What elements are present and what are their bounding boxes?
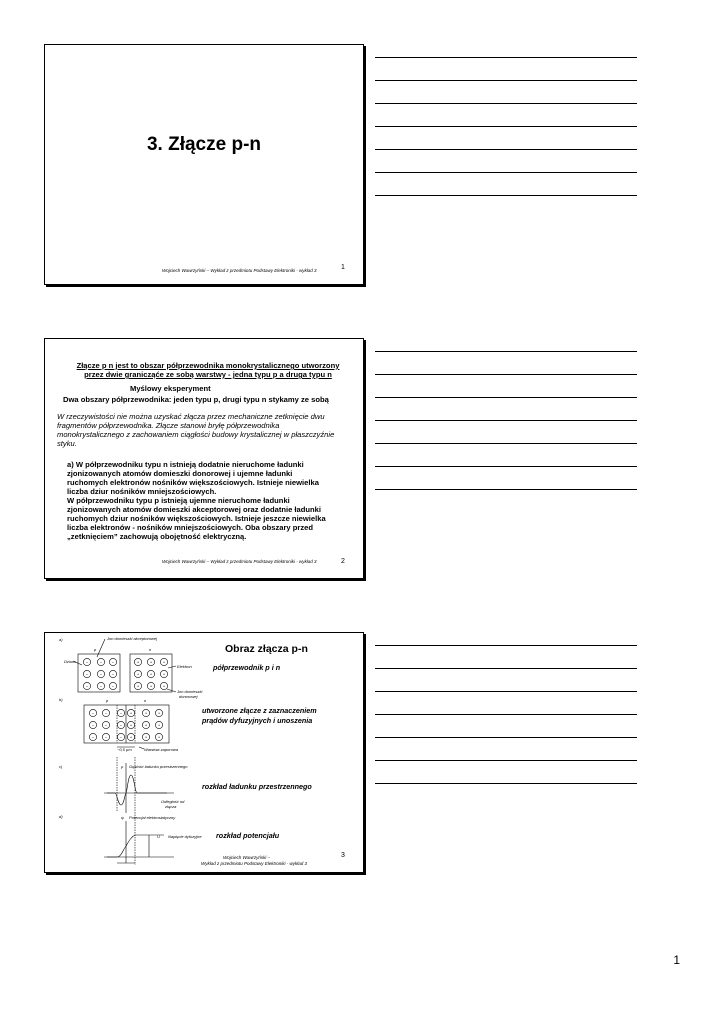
slide-1-number: 1 [341,264,345,271]
note-line [375,57,637,58]
fig-p-label-a: p [94,647,97,652]
svg-text:+: + [162,671,166,677]
svg-text:+: + [144,734,148,740]
note-line [375,645,637,646]
svg-text:−: − [91,722,95,728]
fig-rho-label: Gęstość ładunku przestrzennego [129,764,188,769]
note-line [375,737,637,738]
slide-2-body-4: liczba dziur nośników mniejszościowych. [67,487,217,496]
note-line [375,668,637,669]
note-line [375,489,637,490]
fig-ion-donor-label-2: donorowej [179,694,198,699]
slide-2-body-5: W półprzewodniku typu p istnieją ujemne nieruchome ładunki [67,496,290,505]
svg-text:−: − [111,683,115,689]
slide-3-label-c: rozkład ładunku przestrzennego [202,782,312,791]
svg-text:+: + [129,710,133,716]
note-line [375,714,637,715]
pn-junction-figure [49,635,209,869]
svg-text:−: − [104,734,108,740]
note-line [375,149,637,150]
svg-text:−: − [119,722,123,728]
note-line [375,466,637,467]
svg-text:−: − [85,683,89,689]
svg-text:+: + [162,683,166,689]
fig-label-d: d) [59,814,63,819]
note-line [375,691,637,692]
svg-text:−: − [104,722,108,728]
svg-text:−: − [91,710,95,716]
note-line [375,126,637,127]
slide-2-italic-3: monokrystalicznego z zachowaniem ciągłości budowy krystalicznej w płaszczyźnie [57,430,335,439]
fig-layer-label: Warstwa zaporowa [144,747,178,752]
slide-3-label-b2: prądów dyfuzyjnych i unoszenia [202,716,313,725]
slide-2 [44,338,364,579]
svg-text:−: − [99,659,103,665]
svg-text:+: + [144,710,148,716]
note-line [375,374,637,375]
fig-label-b: b) [59,697,63,702]
note-line [375,195,637,196]
slide-3-label-a: półprzewodnik p i n [213,663,281,672]
fig-label-c: c) [59,764,63,769]
fig-n-label-b: n [144,698,147,703]
fig-hole-label: Dziura [64,659,76,664]
slide-2-heading-line-2: przez dwie granicząće ze sobą warstwy - jedna typu p a druga typu n [84,370,332,379]
note-line [375,172,637,173]
svg-text:+: + [162,659,166,665]
fig-ion-acceptor-label: Jon domieszki akceptorowej [107,636,158,641]
slide-3-title: Obraz złącza p-n [225,643,308,655]
svg-text:−: − [111,671,115,677]
slide-2-body-6: zjonizowanych atomów domieszki akceptorowej oraz dodatnie ładunki [67,505,322,514]
svg-text:−: − [111,659,115,665]
svg-text:+: + [136,671,140,677]
note-line [375,103,637,104]
svg-text:−: − [99,671,103,677]
note-line [375,80,637,81]
svg-text:+: + [157,734,161,740]
svg-text:+: + [129,722,133,728]
slide-3-number: 3 [341,852,345,859]
slide-2-body-3: ruchomych elektronów nośników większościowych. Istnieje niewielka [67,478,319,487]
slide-2-body-1: a) W półprzewodniku typu n istnieją dodatnie nieruchome ładunki [67,460,304,469]
fig-distance-label-2: złącza [165,804,177,809]
slide-2-number: 2 [341,558,345,565]
slide-3-footer-line-2: Wykład z przedmiotu Podstawy Elektroniki - wykład 3 [201,861,308,866]
slide-2-subheading: Myślowy eksperyment [130,384,211,393]
fig-width-label: ~0,5 µm [117,747,132,752]
svg-text:−: − [91,734,95,740]
svg-text:−: − [104,710,108,716]
svg-text:+: + [157,710,161,716]
svg-text:+: + [157,722,161,728]
svg-text:+: + [149,671,153,677]
slide-1-footer: Wojciech Wawrzyński – Wykład z przedmiotu Podstawy Elektroniki - wykład 3 [162,268,317,273]
fig-potential-label: Potencjał elektrostatyczny [129,815,176,820]
fig-p-label-b: p [106,698,109,703]
svg-text:+: + [149,683,153,689]
slide-3-footer-line-1: Wojciech Wawrzyński – [223,855,271,860]
svg-text:+: + [129,734,133,740]
slide-2-italic-1: W rzeczywistości nie można uzyskać złącza przez mechaniczne zetknięcie dwu [57,412,325,421]
fig-label-a: a) [59,637,63,642]
svg-text:−: − [119,734,123,740]
svg-text:−: − [85,671,89,677]
slide-1 [44,44,364,285]
svg-text:−: − [85,659,89,665]
slide-2-body-2: zjonizowanych atomów domieszki donorowej i ujemne ładunki [67,469,293,478]
slide-3-label-d: rozkład potencjału [216,831,280,840]
slide-2-body-8: liczba elektronów - nośników mniejszościowych. Oba obszary przed [67,523,314,532]
fig-n-label-a: n [149,647,152,652]
note-line [375,443,637,444]
fig-ud-symbol: U [157,834,160,839]
fig-distance-label-1: Odległość od [161,799,185,804]
fig-electron-label: Elektron [177,664,192,669]
slide-3-label-b1: utworzone złącze z zaznaczeniem [202,706,317,715]
fig-ion-donor-label-1: Jon domieszki [177,689,203,694]
page-number: 1 [673,953,680,967]
svg-text:−: − [99,683,103,689]
svg-text:+: + [136,659,140,665]
slide-2-heading-line-1: Złącze p n jest to obszar półprzewodnika monokrystalicznego utworzony [76,361,340,370]
note-line [375,760,637,761]
slide-2-body-7: ruchomych dziur nośników większościowych. Istnieje jeszcze niewielka [67,514,326,523]
slide-1-title: 3. Złącze p-n [146,134,262,155]
slide-2-body-9: „zetknięciem” zachowują obojętność elektryczną. [67,532,247,541]
note-line [375,420,637,421]
slide-2-italic-4: styku. [57,439,77,448]
note-line [375,783,637,784]
slide-2-footer: Wojciech Wawrzyński – Wykład z przedmiotu Podstawy Elektroniki - wykład 3 [162,559,317,564]
note-line [375,397,637,398]
fig-rho-symbol: ρ [121,764,124,769]
slide-3 [44,632,364,873]
slide-2-italic-2: fragmentów półprzewodnika. Złącze stanowi bryłę półprzewodnika [57,421,280,430]
note-line [375,351,637,352]
slide-2-experiment: Dwa obszary półprzewodnika: jeden typu p, drugi typu n stykamy ze sobą [63,395,329,404]
fig-psi-symbol: ψ [121,815,124,820]
fig-ud-label: Napięcie dyfuzyjne [168,834,202,839]
svg-text:−: − [119,710,123,716]
svg-text:+: + [144,722,148,728]
svg-text:+: + [136,683,140,689]
svg-text:+: + [149,659,153,665]
